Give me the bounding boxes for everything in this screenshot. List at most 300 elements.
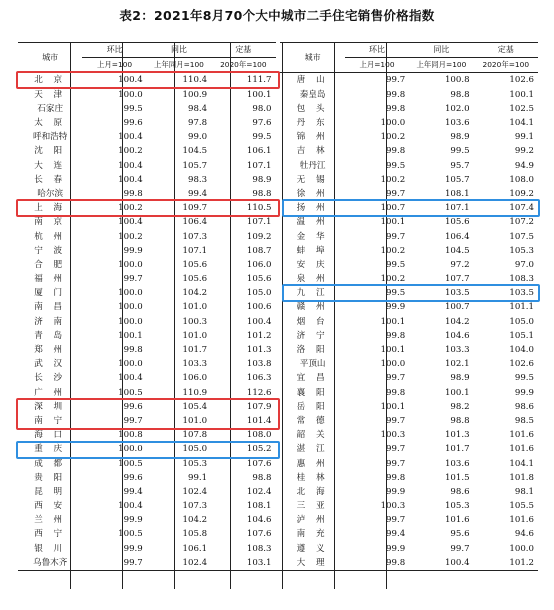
yoy-index: 105.6 bbox=[182, 259, 208, 270]
yoy-index: 105.7 bbox=[182, 160, 208, 171]
yoy-index: 107.3 bbox=[182, 501, 208, 512]
city-name: 成 都 bbox=[34, 458, 67, 469]
city-name: 金 华 bbox=[296, 231, 329, 242]
city-name: 青 岛 bbox=[34, 330, 67, 341]
mom-index: 99.4 bbox=[123, 486, 143, 497]
city-name: 吉 林 bbox=[296, 146, 329, 157]
column-subheader-base: 2020年=100 bbox=[211, 58, 275, 73]
mom-index: 100.1 bbox=[380, 345, 406, 356]
yoy-index: 98.8 bbox=[450, 89, 470, 100]
yoy-index: 107.8 bbox=[182, 430, 208, 441]
table-row bbox=[18, 499, 538, 513]
mom-index: 99.8 bbox=[345, 556, 409, 571]
table-row bbox=[18, 343, 538, 357]
column-header-base: 定基 bbox=[474, 43, 538, 58]
base-index: 97.6 bbox=[252, 118, 272, 129]
yoy-index: 103.6 bbox=[444, 118, 470, 129]
city-name: 常 德 bbox=[296, 415, 329, 426]
city-name: 襄 阳 bbox=[296, 387, 329, 398]
yoy-index: 105.4 bbox=[182, 401, 208, 412]
mom-index: 99.7 bbox=[386, 415, 406, 426]
base-index: 99.9 bbox=[514, 387, 534, 398]
mom-index: 100.2 bbox=[118, 146, 143, 157]
yoy-index: 101.3 bbox=[444, 430, 470, 441]
mom-index: 100.1 bbox=[380, 401, 406, 412]
mom-index: 99.9 bbox=[386, 543, 406, 554]
city-name: 徐 州 bbox=[296, 188, 329, 199]
city-name: 桂 林 bbox=[296, 472, 329, 483]
base-index: 100.4 bbox=[246, 316, 272, 327]
column-subheader-yoy: 上年同月=100 bbox=[409, 58, 473, 73]
base-index: 101.4 bbox=[246, 415, 272, 426]
table-title: 表2：2021年8月70个大中城市二手住宅销售价格指数 bbox=[119, 8, 435, 23]
yoy-index: 95.6 bbox=[450, 529, 470, 540]
base-index: 102.5 bbox=[509, 103, 534, 114]
table-row bbox=[18, 258, 538, 272]
base-index: 107.1 bbox=[246, 217, 272, 228]
mom-index: 100.5 bbox=[118, 529, 143, 540]
city-name: 石家庄 bbox=[37, 103, 64, 114]
mom-index: 99.6 bbox=[123, 118, 143, 129]
yoy-index: 105.8 bbox=[182, 529, 208, 540]
base-index: 100.1 bbox=[509, 89, 534, 100]
yoy-index: 100.3 bbox=[182, 316, 208, 327]
city-name: 泸 州 bbox=[296, 515, 329, 526]
table-row bbox=[18, 471, 538, 485]
column-header-mom: 环比 bbox=[345, 43, 409, 58]
table-row bbox=[18, 329, 538, 343]
yoy-index: 110.4 bbox=[182, 75, 208, 86]
city-name: 昆 明 bbox=[34, 486, 67, 497]
yoy-index: 99.7 bbox=[450, 543, 470, 554]
base-index: 108.7 bbox=[246, 245, 272, 256]
yoy-index: 100.4 bbox=[409, 556, 473, 571]
base-index: 98.8 bbox=[252, 472, 272, 483]
table-row bbox=[18, 556, 538, 571]
mom-index: 100.7 bbox=[380, 203, 406, 214]
yoy-index: 106.0 bbox=[182, 373, 208, 384]
yoy-index: 108.1 bbox=[444, 188, 470, 199]
base-index: 111.7 bbox=[246, 75, 272, 86]
yoy-index: 107.1 bbox=[444, 203, 470, 214]
base-index: 98.0 bbox=[252, 103, 272, 114]
column-divider bbox=[282, 42, 283, 589]
city-name: 温 州 bbox=[296, 217, 329, 228]
mom-index: 100.8 bbox=[118, 430, 143, 441]
base-index: 107.1 bbox=[246, 160, 272, 171]
column-header-city: 城市 bbox=[18, 43, 82, 73]
base-index: 98.8 bbox=[252, 188, 272, 199]
base-index: 101.2 bbox=[246, 330, 272, 341]
city-name: 南 充 bbox=[296, 529, 329, 540]
column-header-city: 城市 bbox=[280, 43, 344, 73]
base-index: 99.1 bbox=[514, 132, 534, 143]
yoy-index: 105.6 bbox=[444, 217, 470, 228]
yoy-index: 101.0 bbox=[182, 415, 208, 426]
yoy-index: 101.6 bbox=[444, 515, 470, 526]
mom-index: 99.8 bbox=[123, 345, 143, 356]
yoy-index: 99.5 bbox=[450, 146, 470, 157]
base-index: 107.6 bbox=[246, 458, 272, 469]
base-index: 104.6 bbox=[246, 515, 272, 526]
column-subheader-mom: 上月=100 bbox=[345, 58, 409, 73]
city-name: 包 头 bbox=[296, 103, 329, 114]
city-name: 洛 阳 bbox=[296, 345, 329, 356]
city-name: 西 安 bbox=[34, 501, 67, 512]
city-name: 安 庆 bbox=[296, 259, 329, 270]
base-index: 106.3 bbox=[246, 373, 272, 384]
yoy-index: 98.9 bbox=[450, 132, 470, 143]
city-name: 秦皇岛 bbox=[299, 89, 326, 100]
city-name: 九 江 bbox=[296, 288, 329, 299]
table-row bbox=[18, 187, 538, 201]
base-index: 109.2 bbox=[246, 231, 272, 242]
city-name: 广 州 bbox=[34, 387, 67, 398]
base-index: 108.1 bbox=[246, 501, 272, 512]
mom-index: 100.0 bbox=[118, 316, 143, 327]
base-index: 105.0 bbox=[246, 288, 272, 299]
mom-index: 99.9 bbox=[123, 245, 143, 256]
mom-index: 100.3 bbox=[380, 430, 406, 441]
city-name: 合 肥 bbox=[34, 259, 67, 270]
city-name: 宁 波 bbox=[34, 245, 67, 256]
mom-index: 99.8 bbox=[386, 146, 406, 157]
yoy-index: 101.0 bbox=[182, 302, 208, 313]
base-index: 103.5 bbox=[509, 288, 534, 299]
yoy-index: 100.1 bbox=[444, 387, 470, 398]
table-row bbox=[18, 286, 538, 300]
column-subheader-yoy: 上年同月=100 bbox=[147, 58, 211, 73]
mom-index: 99.7 bbox=[386, 373, 406, 384]
city-name: 郑 州 bbox=[34, 345, 67, 356]
city-name: 三 亚 bbox=[296, 501, 329, 512]
city-name: 沈 阳 bbox=[34, 146, 67, 157]
mom-index: 100.4 bbox=[118, 75, 143, 86]
base-index: 107.5 bbox=[509, 231, 534, 242]
city-name: 银 川 bbox=[34, 543, 67, 554]
base-index: 105.6 bbox=[246, 274, 272, 285]
mom-index: 100.2 bbox=[380, 132, 406, 143]
yoy-index: 104.2 bbox=[444, 316, 470, 327]
city-name: 韶 关 bbox=[296, 430, 329, 441]
yoy-index: 103.3 bbox=[182, 359, 208, 370]
city-name: 海 口 bbox=[34, 430, 67, 441]
mom-index: 100.2 bbox=[380, 245, 406, 256]
yoy-index: 104.5 bbox=[444, 245, 470, 256]
table-row bbox=[18, 215, 538, 229]
column-header-base: 定基 bbox=[211, 43, 275, 58]
mom-index: 99.7 bbox=[386, 188, 406, 199]
table-row bbox=[18, 456, 538, 470]
base-index: 108.0 bbox=[509, 174, 534, 185]
base-index: 104.1 bbox=[509, 458, 534, 469]
yoy-index: 105.7 bbox=[444, 174, 470, 185]
table-row bbox=[18, 300, 538, 314]
mom-index: 100.4 bbox=[118, 174, 143, 185]
yoy-index: 105.0 bbox=[182, 444, 208, 455]
table-row bbox=[18, 102, 538, 116]
column-divider bbox=[386, 42, 387, 589]
base-index: 102.4 bbox=[246, 486, 272, 497]
mom-index: 100.5 bbox=[118, 387, 143, 398]
mom-index: 99.7 bbox=[386, 444, 406, 455]
base-index: 101.3 bbox=[246, 345, 272, 356]
mom-index: 100.2 bbox=[118, 203, 143, 214]
mom-index: 99.9 bbox=[386, 302, 406, 313]
header-row-1 bbox=[18, 43, 538, 58]
table-row bbox=[18, 201, 538, 215]
city-name: 上 海 bbox=[34, 203, 67, 214]
city-name: 哈尔滨 bbox=[37, 188, 64, 199]
yoy-index: 100.7 bbox=[444, 302, 470, 313]
column-divider bbox=[230, 42, 231, 589]
city-name: 福 州 bbox=[34, 274, 67, 285]
city-name: 长 春 bbox=[34, 174, 67, 185]
yoy-index: 98.8 bbox=[450, 415, 470, 426]
mom-index: 99.6 bbox=[123, 401, 143, 412]
city-name: 大 连 bbox=[34, 160, 67, 171]
mom-index: 100.0 bbox=[118, 302, 143, 313]
mom-index: 100.4 bbox=[118, 501, 143, 512]
city-name: 南 京 bbox=[34, 217, 67, 228]
yoy-index: 102.0 bbox=[444, 103, 470, 114]
yoy-index: 107.7 bbox=[444, 274, 470, 285]
table-row bbox=[18, 229, 538, 243]
city-name: 宜 昌 bbox=[296, 373, 329, 384]
mom-index: 99.5 bbox=[386, 160, 406, 171]
yoy-index: 98.6 bbox=[450, 486, 470, 497]
yoy-index: 103.5 bbox=[444, 288, 470, 299]
yoy-index: 97.2 bbox=[450, 259, 470, 270]
base-index: 101.1 bbox=[509, 302, 534, 313]
base-index: 100.1 bbox=[246, 89, 272, 100]
mom-index: 100.4 bbox=[118, 160, 143, 171]
base-index: 98.1 bbox=[514, 486, 534, 497]
mom-index: 99.9 bbox=[123, 515, 143, 526]
city-name: 济 宁 bbox=[296, 330, 329, 341]
yoy-index: 98.3 bbox=[187, 174, 208, 185]
table-row bbox=[18, 386, 538, 400]
yoy-index: 98.4 bbox=[187, 103, 208, 114]
column-header-yoy: 同比 bbox=[409, 43, 473, 58]
city-name: 蚌 埠 bbox=[296, 245, 329, 256]
yoy-index: 106.1 bbox=[182, 543, 208, 554]
table-row bbox=[18, 513, 538, 527]
base-index: 101.6 bbox=[509, 444, 534, 455]
yoy-index: 105.3 bbox=[182, 458, 208, 469]
mom-index: 100.1 bbox=[380, 316, 406, 327]
base-index: 106.1 bbox=[246, 146, 272, 157]
base-index: 105.0 bbox=[509, 316, 534, 327]
city-name: 锦 州 bbox=[296, 132, 329, 143]
base-index: 105.3 bbox=[509, 245, 534, 256]
mom-index: 99.7 bbox=[386, 231, 406, 242]
mom-index: 100.1 bbox=[118, 330, 143, 341]
city-name: 太 原 bbox=[34, 118, 67, 129]
mom-index: 100.4 bbox=[118, 132, 143, 143]
base-index: 101.2 bbox=[474, 556, 538, 571]
mom-index: 100.5 bbox=[118, 458, 143, 469]
city-name: 长 沙 bbox=[34, 373, 67, 384]
mom-index: 99.9 bbox=[123, 543, 143, 554]
mom-index: 99.8 bbox=[123, 188, 143, 199]
city-name: 天 津 bbox=[34, 89, 67, 100]
table-row bbox=[18, 357, 538, 371]
table-row bbox=[18, 428, 538, 442]
base-index: 101.8 bbox=[509, 472, 534, 483]
table-row bbox=[18, 414, 538, 428]
mom-index: 100.0 bbox=[118, 359, 143, 370]
city-name: 杭 州 bbox=[34, 231, 67, 242]
yoy-index: 103.3 bbox=[444, 345, 470, 356]
city-name: 无 锡 bbox=[296, 174, 329, 185]
mom-index: 99.7 bbox=[82, 556, 146, 571]
column-header-yoy: 同比 bbox=[147, 43, 211, 58]
yoy-index: 107.1 bbox=[182, 245, 208, 256]
mom-index: 100.4 bbox=[118, 373, 143, 384]
yoy-index: 101.0 bbox=[182, 330, 208, 341]
city-name: 西 宁 bbox=[34, 529, 67, 540]
mom-index: 99.7 bbox=[123, 274, 143, 285]
yoy-index: 100.8 bbox=[444, 75, 470, 86]
city-name: 厦 门 bbox=[34, 288, 67, 299]
base-index: 100.0 bbox=[509, 543, 534, 554]
mom-index: 100.0 bbox=[118, 259, 143, 270]
base-index: 103.1 bbox=[211, 556, 275, 571]
city-name: 惠 州 bbox=[296, 458, 329, 469]
base-index: 94.9 bbox=[514, 160, 534, 171]
yoy-index: 98.2 bbox=[450, 401, 470, 412]
city-name: 深 圳 bbox=[34, 401, 67, 412]
yoy-index: 104.2 bbox=[182, 515, 208, 526]
city-name: 北 京 bbox=[34, 75, 67, 86]
mom-index: 99.7 bbox=[386, 75, 406, 86]
city-name: 贵 阳 bbox=[34, 472, 67, 483]
yoy-index: 109.7 bbox=[182, 203, 208, 214]
mom-index: 99.5 bbox=[386, 288, 406, 299]
yoy-index: 100.9 bbox=[182, 89, 208, 100]
base-index: 97.0 bbox=[514, 259, 534, 270]
base-index: 109.2 bbox=[509, 188, 534, 199]
city-name: 重 庆 bbox=[34, 444, 67, 455]
city-name: 遵 义 bbox=[296, 543, 329, 554]
table-row bbox=[18, 442, 538, 456]
base-index: 102.6 bbox=[509, 75, 534, 86]
table-row bbox=[18, 244, 538, 258]
column-header-mom: 环比 bbox=[82, 43, 146, 58]
table-row bbox=[18, 130, 538, 144]
column-divider bbox=[70, 42, 71, 589]
column-subheader-base: 2020年=100 bbox=[474, 58, 538, 73]
table-row bbox=[18, 527, 538, 541]
city-name: 大 理 bbox=[280, 556, 344, 571]
yoy-index: 95.7 bbox=[450, 160, 470, 171]
yoy-index: 99.4 bbox=[187, 188, 208, 199]
mom-index: 100.0 bbox=[380, 118, 406, 129]
city-name: 济 南 bbox=[34, 316, 67, 327]
table-row bbox=[18, 371, 538, 385]
yoy-index: 97.8 bbox=[187, 118, 208, 129]
base-index: 108.3 bbox=[509, 274, 534, 285]
table-row bbox=[18, 173, 538, 187]
base-index: 112.6 bbox=[246, 387, 272, 398]
mom-index: 99.8 bbox=[386, 103, 406, 114]
yoy-index: 106.4 bbox=[444, 231, 470, 242]
mom-index: 100.0 bbox=[118, 288, 143, 299]
city-name: 泉 州 bbox=[296, 274, 329, 285]
mom-index: 99.8 bbox=[386, 387, 406, 398]
base-index: 98.6 bbox=[514, 401, 534, 412]
city-name: 烟 台 bbox=[296, 316, 329, 327]
base-index: 99.5 bbox=[252, 132, 272, 143]
mom-index: 99.8 bbox=[386, 330, 406, 341]
city-name: 南 昌 bbox=[34, 302, 67, 313]
mom-index: 100.2 bbox=[380, 274, 406, 285]
price-index-table bbox=[18, 42, 538, 571]
city-name: 乌鲁木齐 bbox=[18, 556, 82, 571]
yoy-index: 102.4 bbox=[182, 486, 208, 497]
table-row bbox=[18, 73, 538, 88]
base-index: 106.0 bbox=[246, 259, 272, 270]
city-name: 湛 江 bbox=[296, 444, 329, 455]
base-index: 101.6 bbox=[509, 515, 534, 526]
mom-index: 99.5 bbox=[123, 103, 143, 114]
table-row bbox=[18, 272, 538, 286]
table-row bbox=[18, 400, 538, 414]
yoy-index: 104.5 bbox=[182, 146, 208, 157]
table-row bbox=[18, 485, 538, 499]
base-index: 105.2 bbox=[246, 444, 272, 455]
yoy-index: 103.6 bbox=[444, 458, 470, 469]
base-index: 102.6 bbox=[509, 359, 534, 370]
column-subheader-mom: 上月=100 bbox=[82, 58, 146, 73]
base-index: 110.5 bbox=[246, 203, 272, 214]
base-index: 103.8 bbox=[246, 359, 272, 370]
mom-index: 99.6 bbox=[123, 472, 143, 483]
base-index: 107.2 bbox=[509, 217, 534, 228]
mom-index: 99.9 bbox=[386, 486, 406, 497]
city-name: 平顶山 bbox=[299, 359, 326, 370]
city-name: 兰 州 bbox=[34, 515, 67, 526]
yoy-index: 105.3 bbox=[444, 501, 470, 512]
yoy-index: 102.1 bbox=[444, 359, 470, 370]
mom-index: 99.7 bbox=[123, 415, 143, 426]
yoy-index: 101.5 bbox=[444, 472, 470, 483]
base-index: 108.3 bbox=[246, 543, 272, 554]
city-name: 牡丹江 bbox=[299, 160, 326, 171]
base-index: 105.1 bbox=[509, 330, 534, 341]
base-index: 108.0 bbox=[246, 430, 272, 441]
base-index: 98.9 bbox=[252, 174, 272, 185]
base-index: 107.9 bbox=[246, 401, 272, 412]
table-row bbox=[18, 144, 538, 158]
mom-index: 100.0 bbox=[118, 444, 143, 455]
base-index: 107.6 bbox=[246, 529, 272, 540]
base-index: 105.5 bbox=[509, 501, 534, 512]
table-body bbox=[18, 73, 538, 571]
city-name: 唐 山 bbox=[296, 75, 329, 86]
yoy-index: 101.7 bbox=[444, 444, 470, 455]
mom-index: 100.4 bbox=[118, 217, 143, 228]
mom-index: 100.2 bbox=[118, 231, 143, 242]
yoy-index: 98.9 bbox=[450, 373, 470, 384]
base-index: 98.5 bbox=[514, 415, 534, 426]
yoy-index: 101.7 bbox=[182, 345, 208, 356]
yoy-index: 104.2 bbox=[182, 288, 208, 299]
city-name: 丹 东 bbox=[296, 118, 329, 129]
yoy-index: 99.1 bbox=[187, 472, 208, 483]
city-name: 南 宁 bbox=[34, 415, 67, 426]
